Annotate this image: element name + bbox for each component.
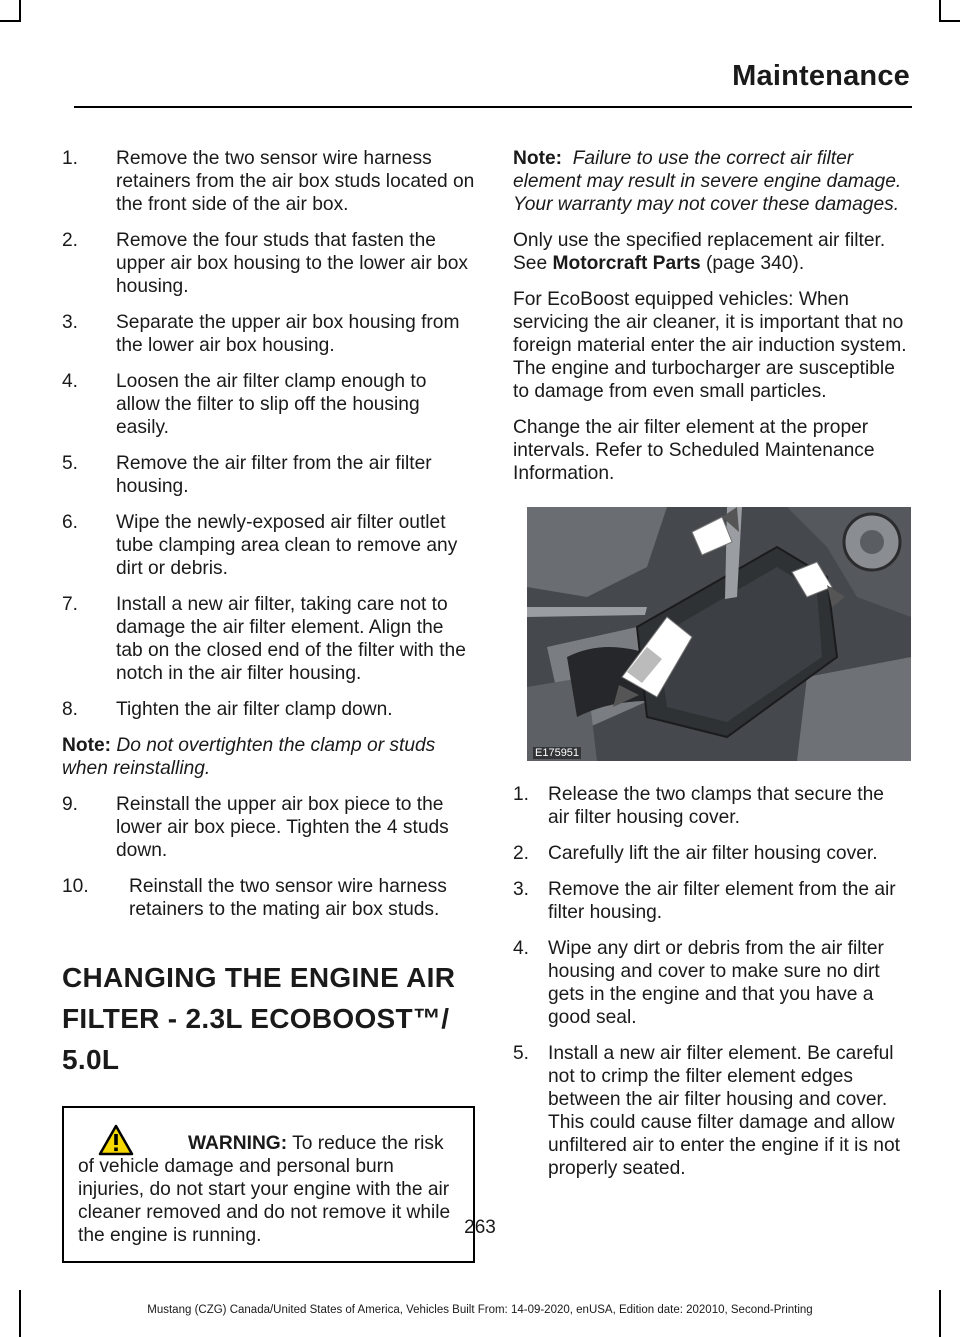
page-title: Maintenance bbox=[732, 60, 910, 92]
cross-reference-link[interactable]: Motorcraft Parts bbox=[552, 253, 701, 274]
paragraph: Change the air filter element at the proper intervals. Refer to Scheduled Maintenance Information. bbox=[513, 417, 875, 484]
section-heading: CHANGING THE ENGINE AIR FILTER - 2.3L ECOBOOST™/ 5.0L bbox=[62, 962, 456, 1075]
list-item: 1. Release the two clamps that secure the air filter housing cover. bbox=[513, 784, 884, 828]
crop-mark bbox=[0, 20, 21, 22]
note: Note: Do not overtighten the clamp or studs when reinstalling. bbox=[62, 735, 436, 779]
warning-icon bbox=[98, 1124, 134, 1156]
air-filter-illustration bbox=[527, 507, 911, 761]
list-item: 10. Reinstall the two sensor wire harness retainers to the mating air box studs. bbox=[62, 876, 447, 920]
list-item: 2. Carefully lift the air filter housing cover. bbox=[513, 843, 878, 864]
paragraph: Only use the specified replacement air filter. See Motorcraft Parts (page 340). bbox=[513, 230, 886, 274]
engine-bay-illustration bbox=[527, 507, 911, 761]
list-item: 5. Remove the air filter from the air filter housing. bbox=[62, 453, 432, 497]
figure-code: E175951 bbox=[535, 747, 580, 759]
right-column bbox=[513, 147, 908, 1193]
list-item: 2. Remove the four studs that fasten the upper air box housing to the lower air box housing. bbox=[62, 230, 468, 297]
warning-text: WARNING: To reduce the risk of vehicle damage and personal burn injuries, do not start your engine with the air cleaner removed and do not remove it while the engine is running. bbox=[78, 1133, 451, 1246]
list-item: 3. Remove the air filter element from the air filter housing. bbox=[513, 879, 896, 923]
list-item: 8. Tighten the air filter clamp down. bbox=[62, 699, 393, 720]
replacement-steps bbox=[513, 783, 908, 1180]
list-item: 4. Loosen the air filter clamp enough to allow the filter to slip off the housing easily. bbox=[62, 371, 427, 438]
footer: Mustang (CZG) Canada/United States of America, Vehicles Built From: 14-09-2020, enUSA, Edition date: 202010, Second-Printing bbox=[147, 1304, 813, 1316]
note: Note: Failure to use the correct air filter element may result in severe engine damage. Your warranty may not cover these damages. bbox=[513, 148, 902, 215]
list-item: 3. Separate the upper air box housing from the lower air box housing. bbox=[62, 312, 460, 356]
warning-box bbox=[62, 1106, 475, 1263]
left-column bbox=[62, 147, 475, 1263]
crop-mark bbox=[939, 20, 960, 22]
list-item: 9. Reinstall the upper air box piece to the lower air box piece. Tighten the 4 studs down. bbox=[62, 794, 449, 861]
crop-mark bbox=[19, 0, 21, 22]
paragraph: For EcoBoost equipped vehicles: When servicing the air cleaner, it is important that no foreign material enter the air induction system. The engine and turbocharger are susceptible to damage from even small particles. bbox=[513, 289, 907, 402]
page-number: 263 bbox=[464, 1217, 496, 1238]
list-item: 5. Install a new air filter element. Be careful not to crimp the filter element edges between the air filter housing and cover. This could cause filter damage and allow unfiltered air to enter the engine if it is not properly seated. bbox=[513, 1043, 900, 1179]
list-item: 6. Wipe the newly-exposed air filter outlet tube clamping area clean to remove any dirt or debris. bbox=[62, 512, 458, 579]
removal-steps bbox=[62, 147, 475, 721]
reinstall-steps bbox=[62, 793, 475, 921]
header-divider bbox=[74, 106, 912, 108]
list-item: 7. Install a new air filter, taking care not to damage the air filter element. Align the tab on the closed end of the filter with the notch in the air filter housing. bbox=[62, 594, 466, 684]
list-item: 1. Remove the two sensor wire harness retainers from the air box studs located on the front side of the air box. bbox=[62, 148, 475, 215]
crop-mark bbox=[939, 0, 941, 22]
list-item: 4. Wipe any dirt or debris from the air filter housing and cover to make sure no dirt gets in the engine and that you have a good seal. bbox=[513, 938, 884, 1028]
